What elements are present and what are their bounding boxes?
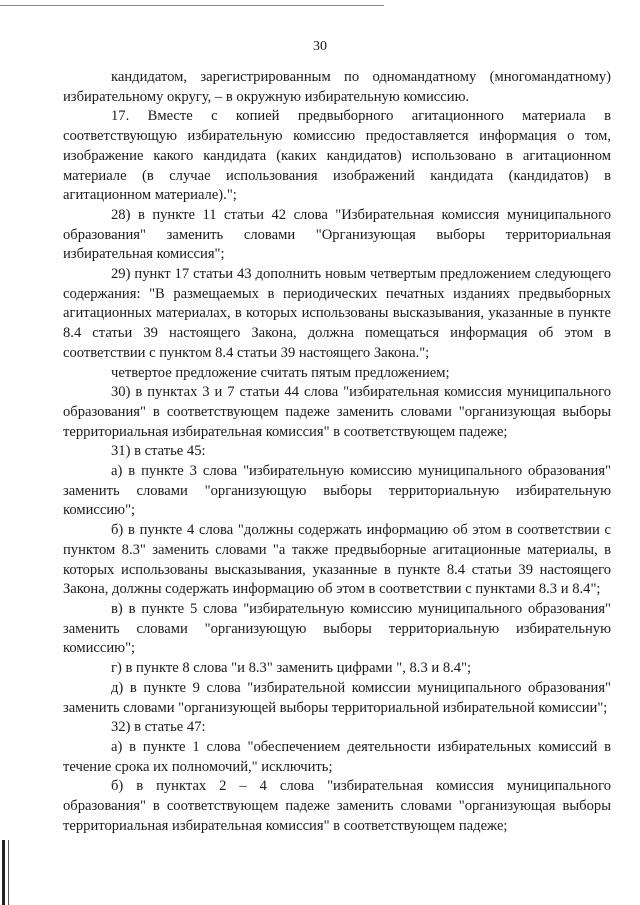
paragraph-item-28: 28) в пункте 11 статьи 42 слова "Избирательная комиссия муниципального образования" заменить словами "Организующая выборы территориальная избирательная комиссия"; [63,206,611,263]
paragraph-item-31-g: г) в пункте 8 слова "и 8.3" заменить цифрами ", 8.3 и 8.4"; [111,660,472,677]
paragraph-item-31-d: д) в пункте 9 слова "избирательной комиссии муниципального образования" заменить словами "организующей выборы территориальной избирательной комиссии"; [63,679,611,716]
paragraph-item-31-b: б) в пункте 4 слова "должны содержать информацию об этом в соответствии с пунктом 8.3" заменить словами "а также предвыборные агитационные материалы, в которых использованы высказывания, указанные в пункте 8.4 статьи 39 настоящего Закона, должны содержать информацию об этом в соответствии с пунктами 8.3 и 8.4"; [63,522,611,598]
paragraph-item-31-a: а) в пункте 3 слова "избирательную комиссию муниципального образования" заменить словами "организующую выборы территориальную избирательную комиссию"; [63,463,611,519]
paragraph-item-17: 17. Вместе с копией предвыборного агитационного материала в соответствующую избирательную комиссию предоставляется информация о том, изображение какого кандидата (каких кандидатов) использовано в агитационном материале (в случае использования изображений кандидата (кандидатов) в агитационном материале)."; [63,108,611,204]
paragraph-item-29: 29) пункт 17 статьи 43 дополнить новым четвертым предложением следующего содержания: "В размещаемых в периодических печатных изданиях предвыборных агитационных материалах, в которых использованы высказывания, указанные в пункте 8.4 статьи 39 настоящего Закона, должна помещаться информация об этом в соответствии с пунктом 8.4 статьи 39 настоящего Закона."; [63,266,611,361]
paragraph-item-32: 32) в статье 47: [111,719,206,736]
scan-binding-mark-thin [8,840,9,905]
paragraph-fourth-sentence: четвертое предложение считать пятым предложением; [111,364,450,381]
paragraph-item-31-v: в) в пункте 5 слова "избирательную комиссию муниципального образования" заменить словами "организующую выборы территориальную избирательную комиссию"; [63,600,611,657]
scan-edge-line [0,5,384,6]
paragraph-item-30: 30) в пунктах 3 и 7 статьи 44 слова "избирательная комиссия муниципального образования" в соответствующем падеже заменить словами "организующая выборы территориальная избирательная комиссия" в соответствующем падеже; [63,384,611,440]
paragraph-item-32-b: б) в пунктах 2 – 4 слова "избирательная комиссия муниципального образования" в соответствующем падеже заменить словами "организующая выборы территориальная избирательная комиссия" в соответствующем падеже; [63,778,611,834]
paragraph-item-31: 31) в статье 45: [111,443,206,460]
paragraph-continuation: кандидатом, зарегистрированным по одномандатному (многомандатному) избирательному округу, – в окружную избирательную комиссию. [63,69,611,105]
document-body [63,68,611,836]
page-number: 30 [313,39,327,54]
paragraph-item-32-a: а) в пункте 1 слова "обеспечением деятельности избирательных комиссий в течение срока их полномочий," исключить; [63,738,611,775]
scan-binding-mark [2,840,5,905]
